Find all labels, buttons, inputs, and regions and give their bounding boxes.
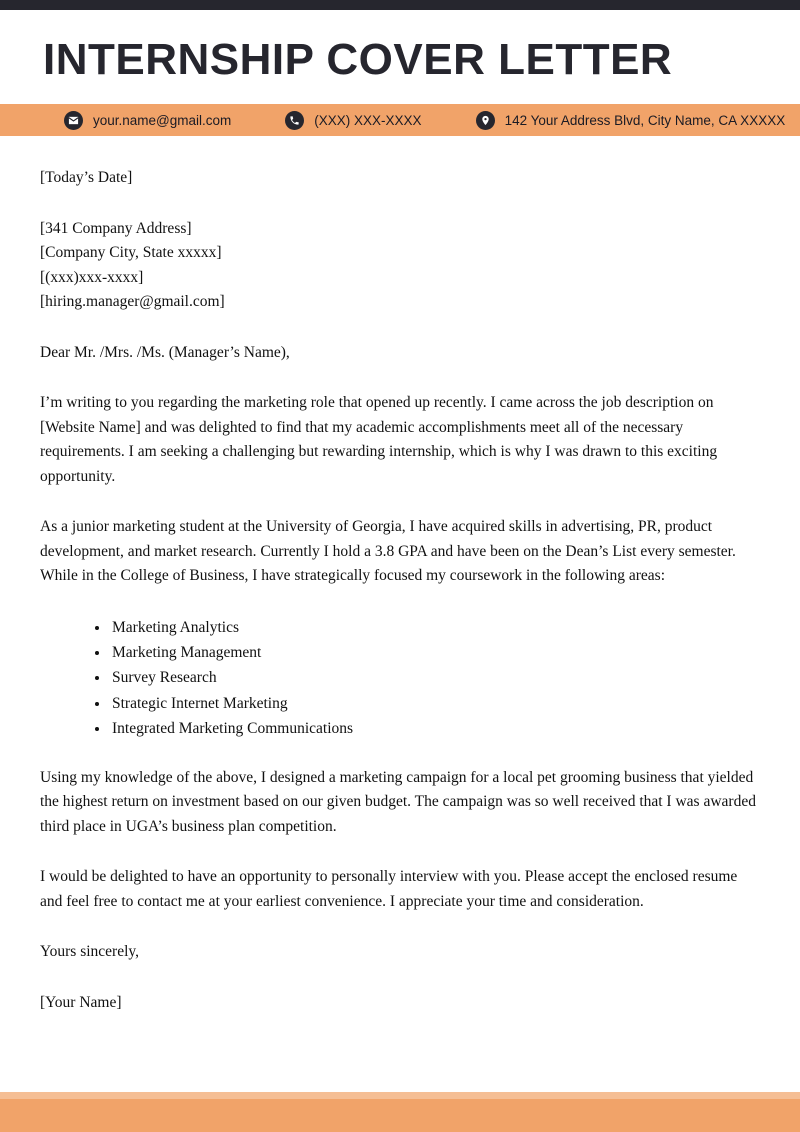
paragraph-achievement: Using my knowledge of the above, I designed a marketing campaign for a local pet grooming business that yielded the highest return on investment based on our given budget. The campaign was so well received that I was awarded third place in UGA’s business plan competition. xyxy=(40,768,756,835)
footer-accent-bar xyxy=(0,1099,800,1132)
bullet-item: • Strategic Internet Marketing xyxy=(110,691,760,716)
location-icon xyxy=(476,111,495,130)
contact-address-text: 142 Your Address Blvd, City Name, CA XXXXX xyxy=(504,112,786,128)
contact-item-address xyxy=(476,111,786,130)
closing-block xyxy=(40,940,760,1015)
contact-phone-text: (XXX) XXX-XXXX xyxy=(314,112,422,128)
salutation: Dear Mr. /Mrs. /Ms. (Manager’s Name), xyxy=(40,343,290,361)
bullet-item: • Integrated Marketing Communications xyxy=(110,716,760,741)
phone-icon xyxy=(285,111,304,130)
recipient-phone: [(xxx)xxx-xxxx] xyxy=(40,268,144,286)
recipient-city-state: [Company City, State xxxxx] xyxy=(40,244,222,262)
signature-name: [Your Name] xyxy=(40,993,122,1011)
paragraph-skills: As a junior marketing student at the University of Georgia, I have acquired skills in advertising, PR, product development, and market research. Currently I hold a 3.8 GPA and have been on the Dean’s List every semester. While in the College of Business, I have strategically focused my coursework in the following areas: xyxy=(40,518,736,585)
contact-email-text: your.name@gmail.com xyxy=(93,112,232,128)
coursework-list xyxy=(40,615,760,741)
recipient-block xyxy=(40,217,760,315)
top-accent-bar xyxy=(0,0,800,10)
bullet-item: • Marketing Analytics xyxy=(110,615,760,640)
letter-date: [Today’s Date] xyxy=(40,169,133,187)
page-title: INTERNSHIP COVER LETTER xyxy=(43,35,673,84)
recipient-email: [hiring.manager@gmail.com] xyxy=(40,293,225,311)
contact-item-email xyxy=(64,111,231,130)
bullet-item: • Survey Research xyxy=(110,665,760,690)
bullet-item: • Marketing Management xyxy=(110,640,760,665)
closing-phrase: Yours sincerely, xyxy=(40,943,140,961)
recipient-address: [341 Company Address] xyxy=(40,219,192,237)
paragraph-interview: I would be delighted to have an opportunity to personally interview with you. Please accept the enclosed resume and feel free to contact me at your earliest convenience. I appreciate your time and consideration. xyxy=(40,868,738,910)
paragraph-intro: I’m writing to you regarding the marketing role that opened up recently. I came across the job description on [Website Name] and was delighted to find that my academic accomplishments meet all of the necessary requirements. I am seeking a challenging but rewarding internship, which is why I was drawn to this exciting opportunity. xyxy=(40,394,718,485)
contact-item-phone xyxy=(285,111,421,130)
letter-body xyxy=(0,136,800,1015)
contact-bar xyxy=(0,104,800,136)
footer-accent-strip xyxy=(0,1092,800,1099)
email-icon xyxy=(64,111,83,130)
